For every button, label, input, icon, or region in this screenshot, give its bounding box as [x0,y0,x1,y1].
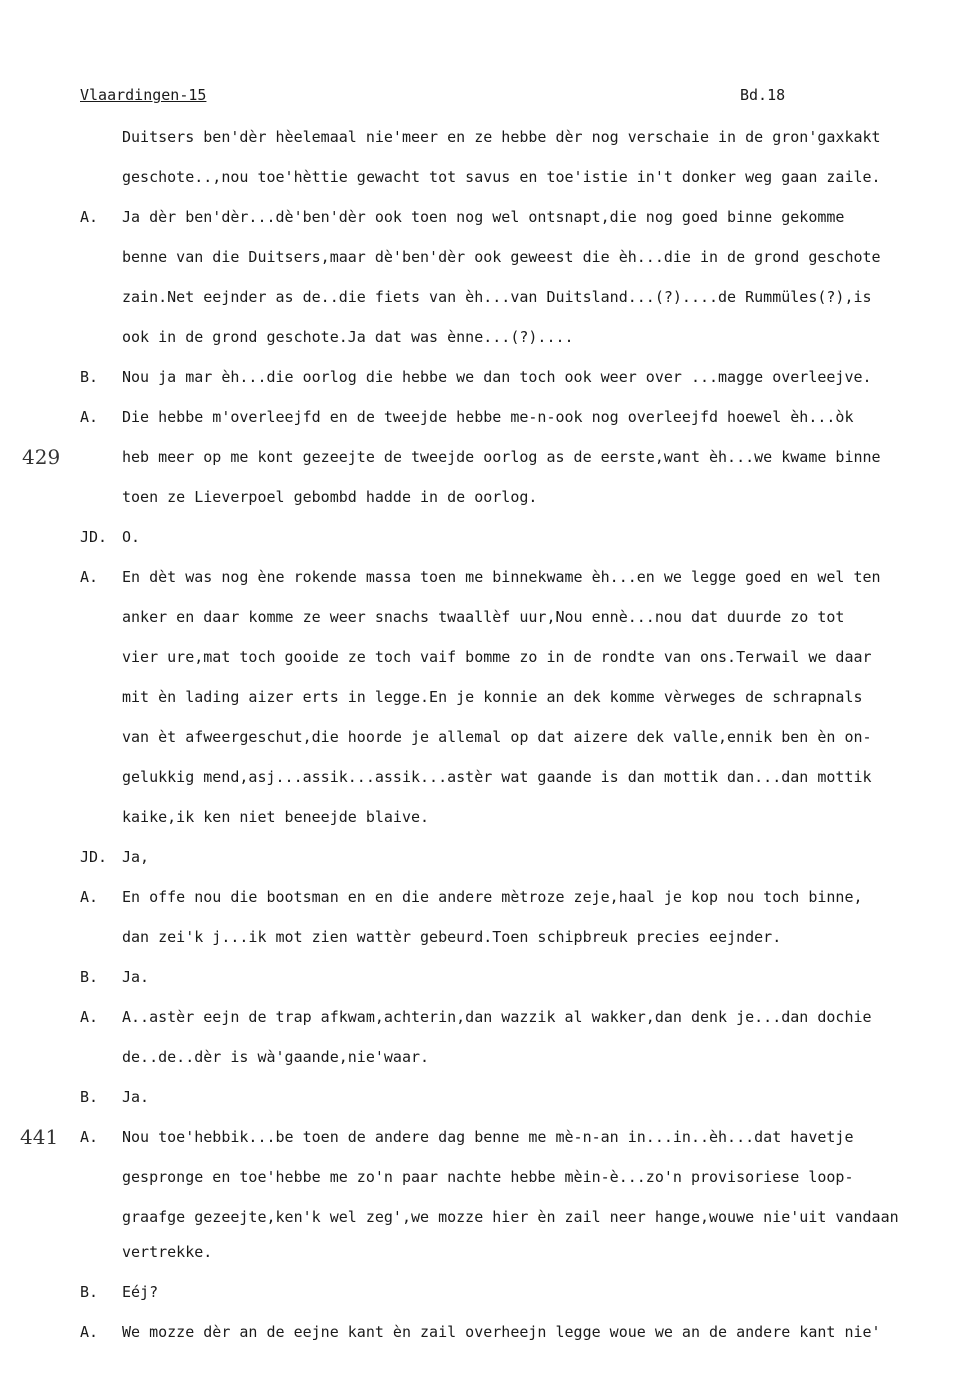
transcript-line [0,1048,973,1072]
line-text: graafge gezeejte,ken'k wel zeg',we mozze hier èn zail neer hange,wouwe nie'uit vandaan [122,1208,899,1226]
transcript-line [0,1168,973,1192]
page-number: Bd.18 [740,86,786,104]
transcript-line [0,688,973,712]
speaker-label: B. [80,1283,99,1301]
transcript-line [0,608,973,632]
line-text: Ja. [122,1088,150,1106]
line-text: gelukkig mend,asj...assik...assik...astèr wat gaande is dan mottik dan...dan mottik [122,768,872,786]
margin-note: 429 [22,445,61,469]
line-text: dan zei'k j...ik mot zien wattèr gebeurd.Toen schipbreuk precies eejnder. [122,928,782,946]
line-text: Ja dèr ben'dèr...dè'ben'dèr ook toen nog wel ontsnapt,die nog goed binne gekomme [122,208,845,226]
transcript-line [0,1008,973,1032]
line-text: gesprongе en toe'hebbe me zo'n paar nachte hebbe mèin-è...zo'n provisoriese loop- [122,1168,854,1186]
transcript-line [0,288,973,312]
transcript-line [0,1323,973,1347]
speaker-label: B. [80,968,99,986]
speaker-label: B. [80,1088,99,1106]
transcript-line [0,1088,973,1112]
line-text: anker en daar komme ze weer snachs twaallèf uur,Nou ennè...nou dat duurde zo tot [122,608,845,626]
line-text: Duitsers ben'dèr hèelemaal nie'meer en ze hebbe dèr nog verschaie in de gron'gaxkakt [122,128,881,146]
line-text: heb meer op me kont gezeejte de tweejde oorlog as de eerste,want èh...we kwame binne [122,448,881,466]
transcript-line [0,768,973,792]
speaker-label: A. [80,1008,99,1026]
line-text: kaike,ik ken niet beneejde blaive. [122,808,430,826]
transcript-line [0,128,973,152]
transcript-line [0,448,973,472]
speaker-label: A. [80,208,99,226]
line-text: Die hebbe m'overleejfd en de tweejde hebbe me-n-ook nog overleejfd hoewel èh...òk [122,408,854,426]
line-text: Ja. [122,968,150,986]
transcript-line [0,888,973,912]
line-text: A..astèr eejn de trap afkwam,achterin,dan wazzik al wakker,dan denk je...dan dochie [122,1008,872,1026]
transcript-line [0,1283,973,1307]
transcript-line [0,168,973,192]
transcript-line [0,328,973,352]
transcript-line [0,1128,973,1152]
transcript-line [0,408,973,432]
line-text: En dèt was nog ène rokende massa toen me binnekwame èh...en we legge goed en wel ten [122,568,881,586]
line-text: mit èn lading aizer erts in legge.En je konnie an dek komme vèrweges de schrapnals [122,688,863,706]
line-text: Eéj? [122,1283,159,1301]
transcript-line [0,528,973,552]
line-text: van èt afweergeschut,die hoorde je allemal op dat aizere dek valle,ennik ben èn on- [122,728,872,746]
line-text: Nou ja mar èh...die oorlog die hebbe we dan toch ook weer over ...magge overleejve. [122,368,872,386]
transcript-line [0,1243,973,1267]
line-text: vier ure,mat toch gooide ze toch vaif bomme zo in de rondte van ons.Terwail we daar [122,648,872,666]
speaker-label: JD. [80,528,108,546]
transcript-line [0,968,973,992]
transcript-line [0,208,973,232]
transcript-line [0,808,973,832]
line-text: zain.Net eejnder as de..die fiets van èh...van Duitsland...(?)....de Rummüles(?),is [122,288,872,306]
line-text: toen ze Lieverpoel gebombd hadde in de oorlog. [122,488,538,506]
transcript-line [0,568,973,592]
line-text: benne van die Duitsers,maar dè'ben'dèr ook geweest die èh...die in de grond geschote [122,248,881,266]
line-text: O. [122,528,141,546]
line-text: vertrekke. [122,1243,213,1261]
margin-note: 441 [20,1125,59,1149]
line-text: Ja, [122,848,150,866]
speaker-label: A. [80,408,99,426]
transcript-line [0,728,973,752]
speaker-label: A. [80,568,99,586]
speaker-label: A. [80,888,99,906]
transcript-line [0,648,973,672]
line-text: Nou toe'hebbik...be toen de andere dag benne me mè-n-an in...in..èh...dat havetje [122,1128,854,1146]
line-text: We mozze dèr an de eejne kant èn zail overheejn legge woue we an de andere kant nie' [122,1323,881,1341]
speaker-label: JD. [80,848,108,866]
speaker-label: A. [80,1323,99,1341]
speaker-label: B. [80,368,99,386]
line-text: ook in de grond geschote.Ja dat was ènne...(?).... [122,328,574,346]
transcript-line [0,928,973,952]
line-text: En offe nou die bootsman en en die andere mètroze zeje,haal je kop nou toch binne, [122,888,863,906]
transcript-line [0,848,973,872]
transcript-line [0,248,973,272]
transcript-line [0,1208,973,1232]
line-text: geschote..,nou toe'hèttie gewacht tot savus en toe'istie in't donker weg gaan zaile. [122,168,881,186]
transcript-line [0,488,973,512]
document-title: Vlaardingen-15 [80,86,207,104]
page-header [80,86,940,108]
line-text: de..de..dèr is wà'gaande,nie'waar. [122,1048,430,1066]
transcript-line [0,368,973,392]
speaker-label: A. [80,1128,99,1146]
